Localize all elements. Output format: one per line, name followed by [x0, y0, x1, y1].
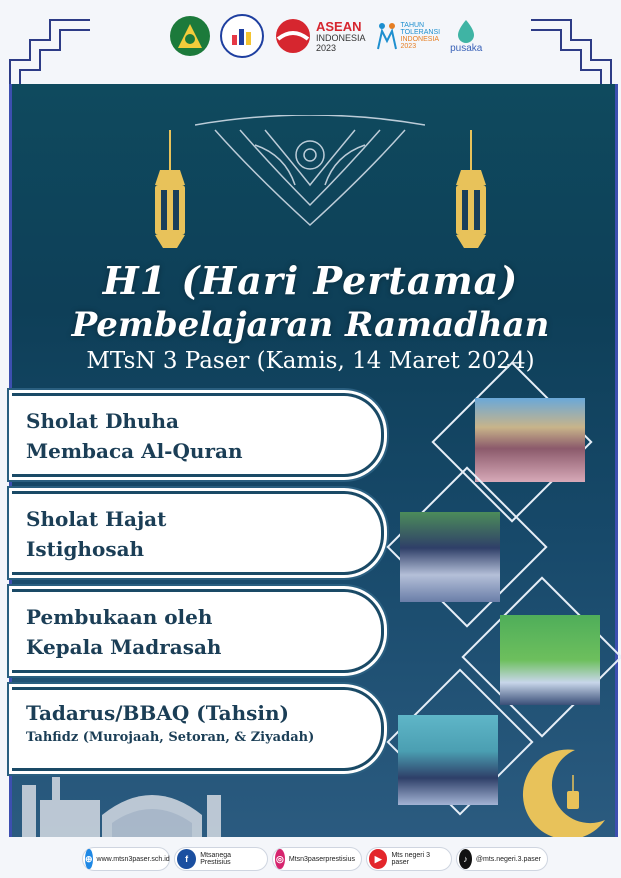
madrasah-logo-icon	[220, 14, 264, 58]
tiktok-icon: ♪	[459, 849, 472, 869]
instagram-icon: ◎	[275, 849, 285, 869]
footer-tiktok-text: @mts.negeri.3.paser	[475, 855, 541, 863]
footer-instagram-text: Mtsn3paserprestisius	[288, 855, 355, 863]
activity-card-4	[12, 687, 384, 771]
tahun-line1: TAHUN	[400, 22, 425, 29]
tahun-line4: 2023	[400, 43, 417, 50]
tahun-line3: INDONESIA	[400, 36, 440, 43]
corner-decoration-right	[531, 0, 621, 84]
asean-country: INDONESIA	[316, 32, 366, 43]
facebook-icon: f	[177, 849, 196, 869]
activity-2-line1: Sholat Hajat	[26, 507, 167, 531]
activity-card-2	[12, 491, 384, 575]
logo-bar	[0, 0, 621, 84]
footer-tiktok[interactable]	[456, 847, 548, 871]
globe-icon: ⊕	[85, 849, 93, 869]
mosque-silhouette-icon	[12, 765, 252, 837]
footer-facebook[interactable]	[174, 847, 268, 871]
tolerance-figures-icon	[376, 21, 398, 51]
title-line2: Pembelajaran Ramadhan	[71, 305, 550, 345]
title-line1: H1 (Hari Pertama)	[102, 258, 519, 303]
footer-instagram[interactable]	[272, 847, 362, 871]
activity-4-line1: Tadarus/BBAQ (Tahsin)	[26, 701, 290, 725]
mandala-ornament-icon	[195, 115, 425, 235]
crescent-moon-icon	[505, 745, 610, 840]
pusaka-label: pusaka	[450, 42, 483, 54]
lantern-left-icon	[145, 130, 195, 255]
photo-sholat-hajat	[400, 512, 500, 602]
activity-4-line3: Tahfidz (Murojaah, Setoran, & Ziyadah)	[26, 730, 315, 745]
footer-youtube-text: Mts negeri 3 paser	[391, 852, 430, 866]
youtube-icon: ▶	[369, 849, 387, 869]
asean-logo	[274, 17, 366, 55]
subtitle-date: MTsN 3 Paser (Kamis, 14 Maret 2024)	[86, 348, 535, 374]
photo-pembukaan	[500, 615, 600, 705]
activity-1-line2: Membaca Al-Quran	[26, 439, 243, 463]
corner-decoration-left	[0, 0, 90, 84]
lantern-right-icon	[446, 130, 496, 255]
footer-facebook-text: Mtsanega Prestisius	[200, 852, 232, 866]
activity-3-line1: Pembukaan oleh	[26, 605, 213, 629]
footer-youtube[interactable]	[366, 847, 452, 871]
photo-sholat-dhuha	[475, 398, 585, 482]
activity-1-line1: Sholat Dhuha	[26, 409, 180, 433]
asean-title: ASEAN	[316, 18, 362, 34]
asean-emblem-icon	[274, 17, 312, 55]
asean-year: 2023	[316, 42, 337, 53]
tahun-line2: TOLERANSI	[400, 29, 441, 36]
logo-row	[170, 14, 482, 58]
pusaka-logo	[450, 19, 482, 54]
activity-3-line2: Kepala Madrasah	[26, 635, 222, 659]
pusaka-drop-icon	[456, 19, 476, 43]
photo-tadarus	[398, 715, 498, 805]
tahun-toleransi-logo	[376, 21, 441, 51]
activity-card-3	[12, 589, 384, 673]
kemenag-logo-icon	[170, 16, 210, 56]
footer-website[interactable]	[82, 847, 170, 871]
activity-2-line2: Istighosah	[26, 537, 145, 561]
footer-website-text: www.mtsn3paser.sch.id	[96, 855, 170, 863]
activity-card-1	[12, 393, 384, 477]
